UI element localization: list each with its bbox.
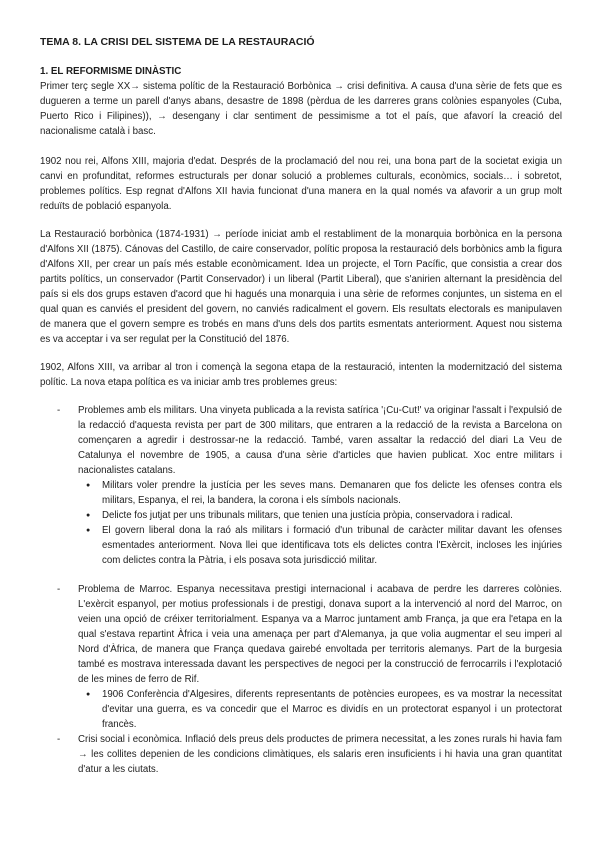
sub-list-item: ● El govern liberal dona la raó als militars i formació d'un tribunal de caràcter militar davant les ofenses esmentades anteriorment. Nova llei que identificava tots els delictes contra l'Exèrcit, incloses les injúries com delictes contra la Pàtria, i els posava sota jurisdicció militar. — [78, 523, 562, 568]
list-item-text: Problemes amb els militars. Una vinyeta publicada a la revista satírica '¡Cu-Cut!' va originar l'assalt i l'expulsió de la redacció d'aquesta revista per part de 300 militars, que entraren a la redacció de la revista a Barcelona on començaren a agredir i destrossar-ne la redacció. També, varen assaltar la redacció del diari La Veu de Catalunya el novembre de 1905, a causa d'una sèrie d'articles que havien publicat. Xoc entre militars i nacionalistes catalans. — [78, 405, 562, 476]
list-item — [40, 582, 562, 732]
sub-list — [78, 687, 562, 732]
sub-list — [78, 478, 562, 568]
sub-list-item: ● Militars voler prendre la justícia per les seves mans. Demanaren que fos delicte les ofenses contra els militars, Espanya, el rei, la bandera, la corona i els símbols nacionals. — [78, 478, 562, 508]
problems-list — [40, 403, 562, 777]
document-title: TEMA 8. LA CRISI DEL SISTEMA DE LA RESTAURACIÓ — [40, 36, 315, 48]
list-item-text: Problema de Marroc. Espanya necessitava prestigi internacional i acabava de perdre les darreres colònies. L'exèrcit espanyol, per motius professionals i de prestigi, donava suport a la intervenció al nord del Marroc, on veien una opció de créixer territorialment. Espanya va a Marroc juntament amb França, ja que era l'etapa en la qual s'estava repartint Àfrica i veia una amenaça per part d'Alemanya, ja que volia augmentar el seu imperi al Nord d'Àfrica, de manera que França quedava gairebé envoltada per territoris alemanys. Part de la burgesia també es mostrava interessada davant les perspectives de negoci per la construcció de ferrocarrils i l'explotació de les mines de ferro de Rif. — [78, 584, 562, 685]
section-title: 1. EL REFORMISME DINÀSTIC — [40, 66, 182, 77]
list-item-text: Crisi social i econòmica. Inflació dels preus dels productes de primera necessitat, a les zones rurals hi havia fam → les collites depenien de les condicions climàtiques, els salaris eren insuficients i hi havia una gran quantitat d'atur a les ciutats. — [78, 734, 562, 775]
list-item — [40, 732, 562, 777]
sub-list-item: ● 1906 Conferència d'Algesires, diferents representants de potències europees, es va mostrar la necessitat d'evitar una guerra, es va concedir que el Marroc es dividís en un protectorat espanyol i un protectorat francès. — [78, 687, 562, 732]
paragraph: 1902, Alfons XIII, va arribar al tron i començà la segona etapa de la restauració, intenten la modernització del sistema polític. La nova etapa política es va iniciar amb tres problemes greus: — [40, 362, 562, 388]
paragraph: Primer terç segle XX→ sistema polític de la Restauració Borbònica → crisi definitiva. A causa d'una sèrie de fets que es dugueren a terme un parell d'anys abans, desastre de 1898 (pèrdua de les darreres grans colònies espanyoles (Cuba, Puerto Rico i Filipines)), → desengany i clar sentiment de pessimisme a tot el país, que afavorí la creació del nacionalisme català i basc. — [40, 81, 562, 137]
paragraph: La Restauració borbònica (1874-1931) → període iniciat amb el restabliment de la monarquia borbònica en la persona d'Alfons XII (1875). Cánovas del Castillo, de caire conservador, polític proposa la restauració dels borbònics amb la figura d'Alfons XII, per crear un país més estable econòmicament. Idea un projecte, el Torn Pacífic, que consistia a crear dos partits polítics, un conservador (Partit Conservador) i un liberal (Partit Liberal), que s'anirien alternant la presidència del país si els dos grups estaven d'acord que hi hagués una monarquia i una sèrie de reformes conjuntes, un sistema en el qual quan es canviés el president del govern, no canviés radicalment el govern. Els resultats electorals es manipulaven de manera que el govern sempre es trobés en mans d'uns dels dos partits esmentats anteriorment. Aquest nou sistema es va acceptar i va ser regulat per la Constitució del 1876. — [40, 229, 562, 345]
sub-list-item: ● Delicte fos jutjat per uns tribunals militars, que tenien una justícia pròpia, conservadora i radical. — [78, 508, 562, 523]
list-item — [40, 403, 562, 568]
paragraph: 1902 nou rei, Alfons XIII, majoria d'edat. Després de la proclamació del nou rei, una bona part de la societat exigia un canvi en profunditat, reformes estructurals per donar solució a problemes culturals, econòmics, socials… i sobretot, problemes polítics. Esp regnat d'Alfons XII havia funcionat d'una manera en la qual només va afavorir a un grup molt reduïts de població espanyola. — [40, 156, 562, 212]
